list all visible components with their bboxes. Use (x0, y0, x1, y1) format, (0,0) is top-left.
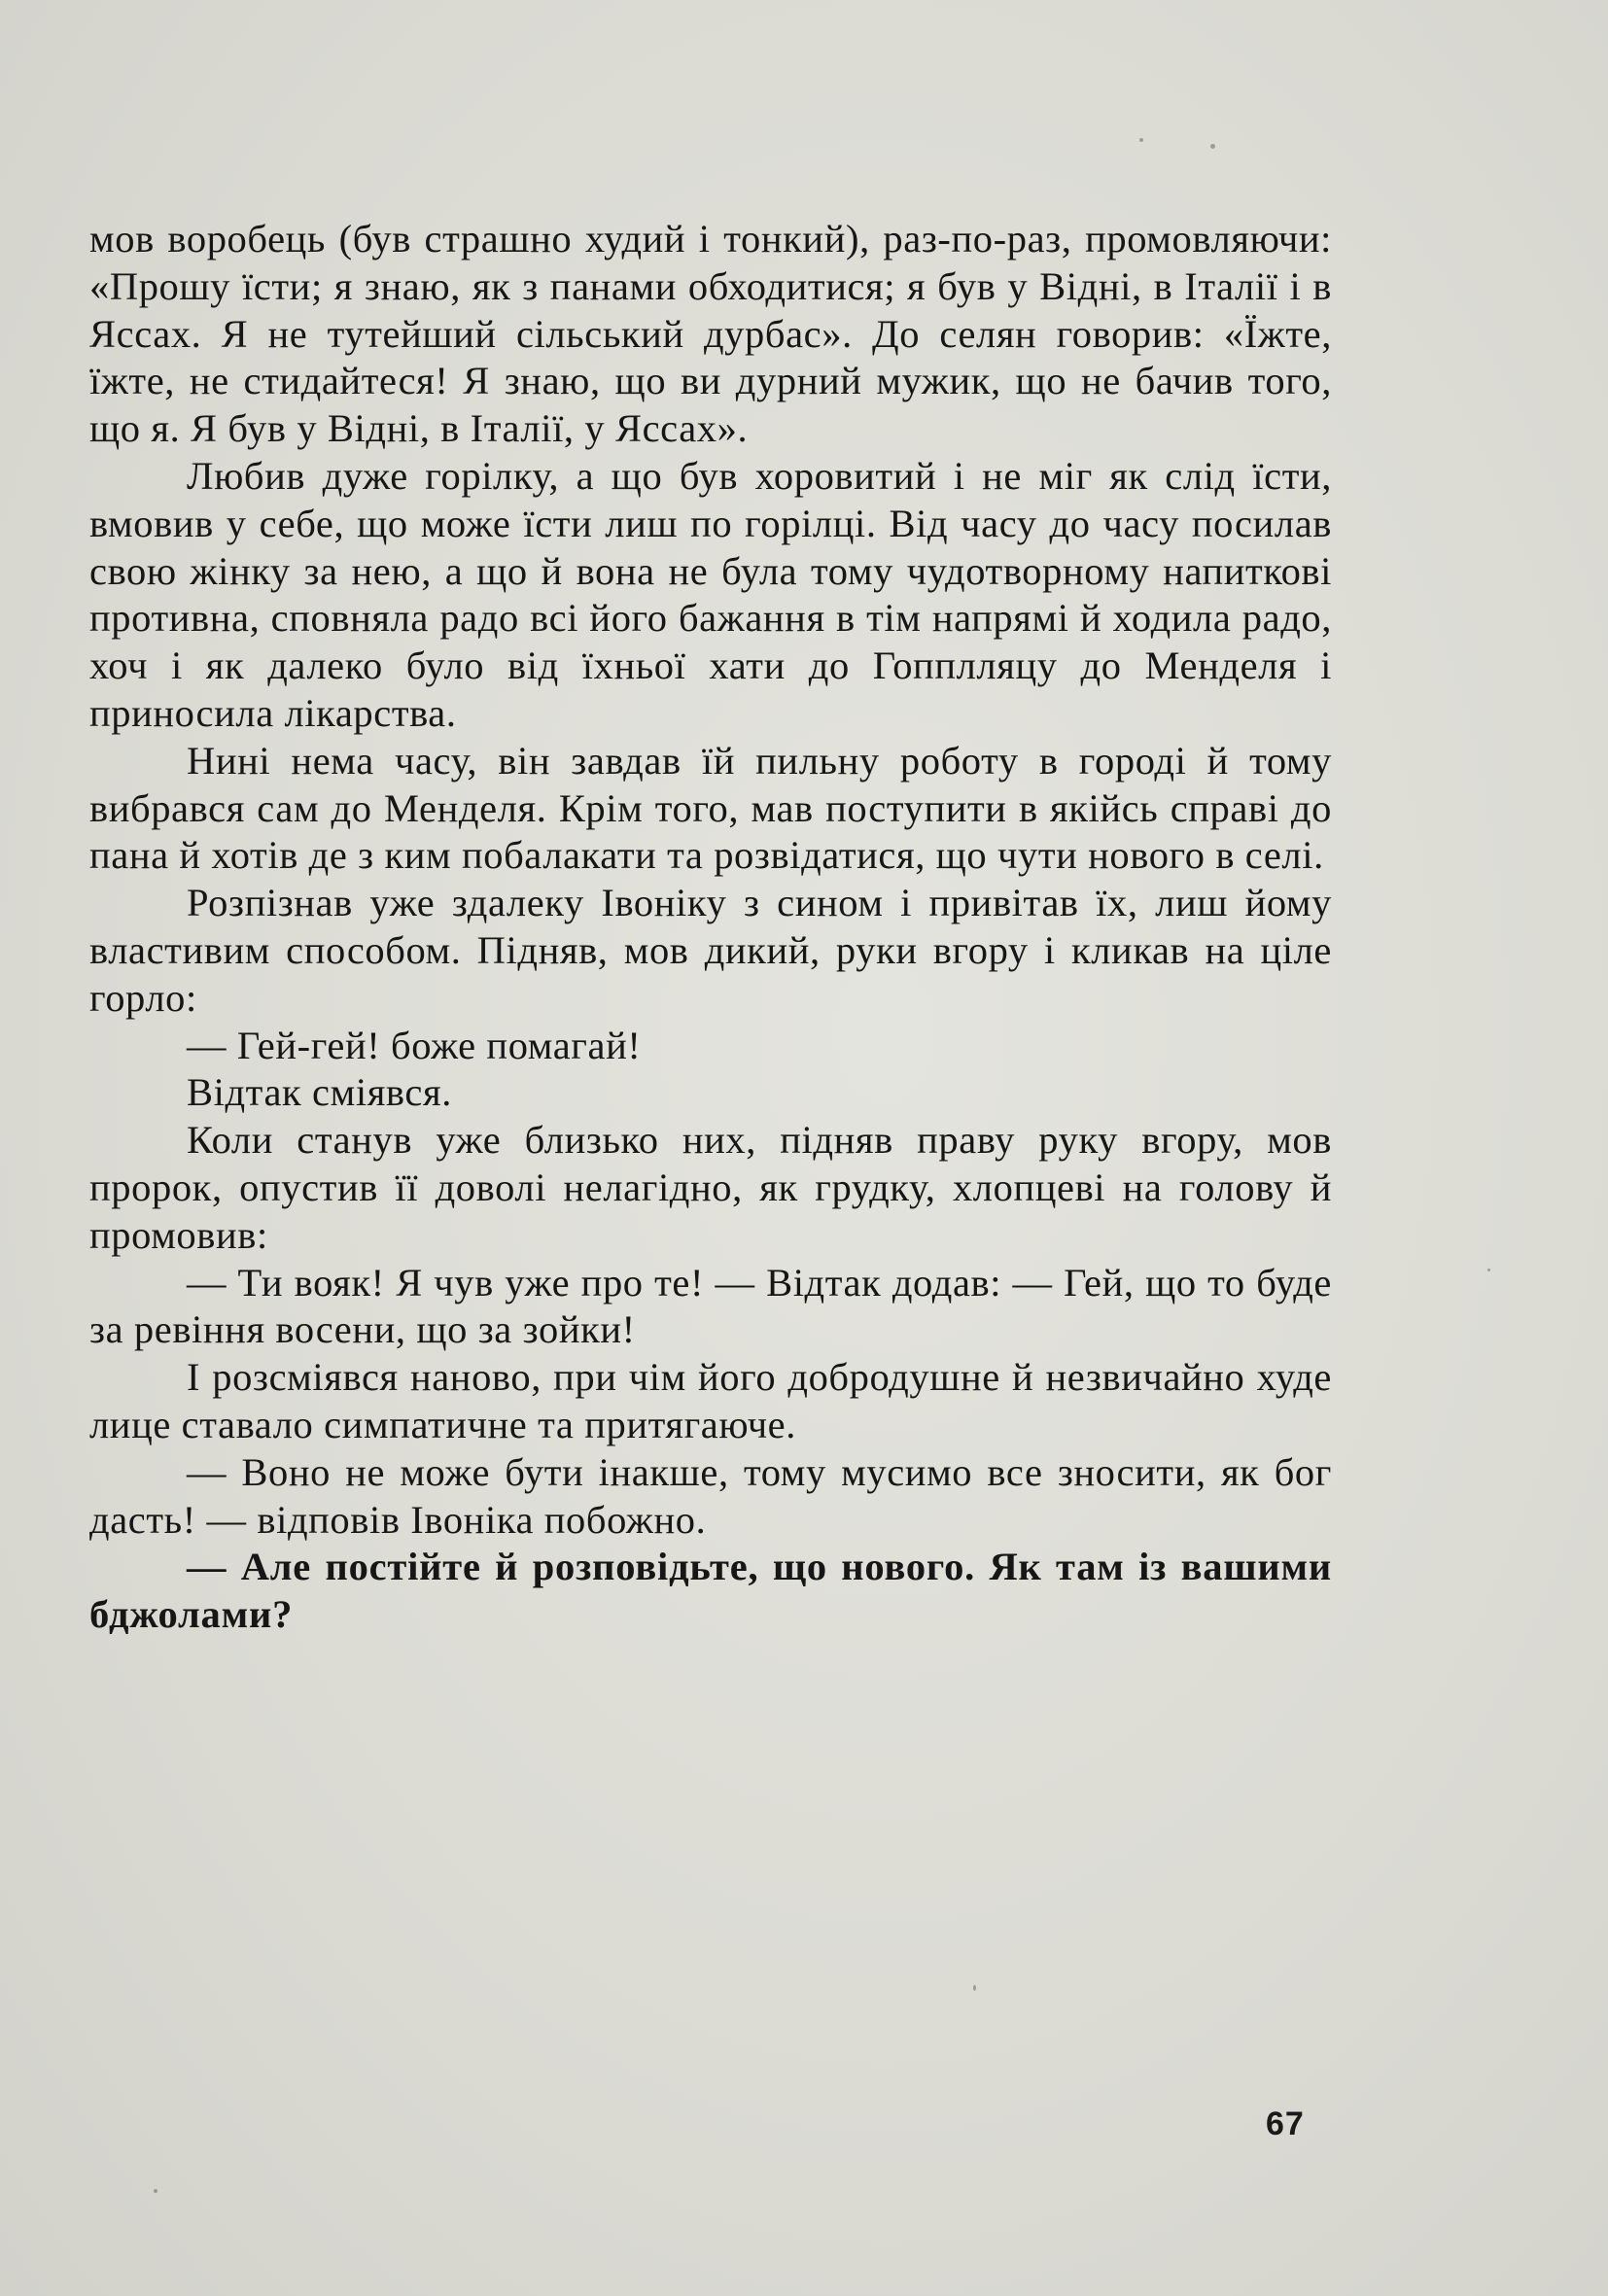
paper-speck (973, 1985, 976, 1991)
paragraph-6: Відтак сміявся. (187, 1070, 452, 1115)
paper-speck (1210, 144, 1215, 149)
paragraph-9: І розсміявся наново, при чім його добродушне й незвичайно худе лице ставало симпатичне та притягаюче. (89, 1355, 1332, 1446)
body-text (89, 216, 1332, 1639)
paragraph-1: мов воробець (був страшно худий і тонкий), раз-по-раз, промовляючи: «Прошу їсти; я знаю, як з панами обходитися; я був у Відні, в Італії і в Яссах. Я не тутейший сільський дурбас». До селян говорив: «Їжте, їжте, не стидайтеся! Я знаю, що ви дурний мужик, що не бачив того, що я. Я був у Відні, в Італії, у Яссах». (89, 217, 1332, 451)
paper-speck (1487, 1269, 1490, 1271)
paragraph-2: Любив дуже горілку, а що був хоровитий і не міг як слід їсти, вмовив у себе, що може їсти лиш по горілці. Від часу до часу посилав свою жінку за нею, а що й вона не була тому чудотворному напиткові противна, сповняла радо всі його бажання в тім напрямі й ходила радо, хоч і як далеко було від їхньої хати до Гопплляцу до Менделя і приносила лікарства. (89, 453, 1332, 735)
paper-speck (1139, 138, 1143, 142)
paragraph-7: Коли станув уже близько них, підняв праву руку вгору, мов пророк, опустив її доволі нелагідно, як грудку, хлопцеві на голову й промовив: (89, 1118, 1332, 1257)
paragraph-8: — Ти вояк! Я чув уже про те! — Відтак додав: — Гей, що то буде за ревіння восени, що за зойки! (89, 1260, 1332, 1352)
paragraph-11: — Але постійте й розповідьте, що нового. Як там із вашими бджолами? (89, 1545, 1332, 1637)
paragraph-10: — Воно не може бути інакше, тому мусимо все зносити, як бог дасть! — відповів Івоніка побожно. (89, 1449, 1332, 1542)
paragraph-3: Нині нема часу, він завдав їй пильну роботу в городі й тому вибрався сам до Менделя. Крім того, мав поступити в якійсь справі до пана й хотів де з ким побалакати та розвідатися, що чути нового в селі. (89, 738, 1332, 878)
paragraph-5: — Гей-гей! боже помагай! (187, 1023, 642, 1067)
paragraph-4: Розпізнав уже здалеку Івоніку з сином і привітав їх, лиш йому властивим способом. Підняв, мов дикий, руки вгору і кликав на ціле горло: (89, 881, 1332, 1020)
paper-speck (154, 2189, 157, 2193)
page-number: 67 (1266, 2105, 1305, 2142)
